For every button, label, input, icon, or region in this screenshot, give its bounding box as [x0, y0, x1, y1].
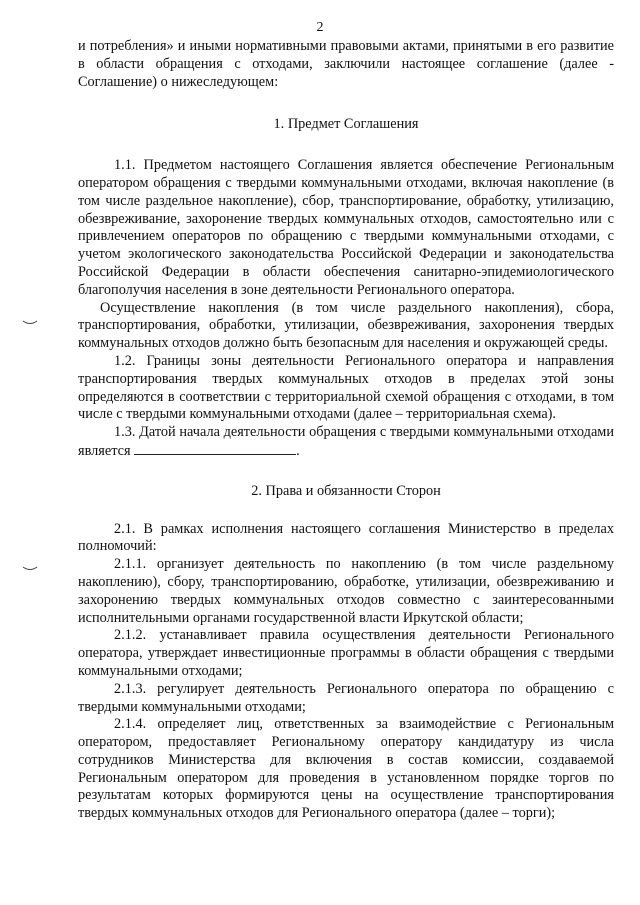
section-1-heading: 1. Предмет Соглашения	[273, 116, 419, 133]
clause-2-1-2: 2.1.2. устанавливает правила осуществления деятельности Регионального оператора, утверждает инвестиционные программы в области обращения с твердыми коммунальными отходами;	[78, 627, 614, 679]
page-number: 2	[316, 20, 324, 35]
clause-1-1-continued: Осуществление накопления (в том числе раздельного накопления), сбора, транспортирования, обработки, утилизации, обезвреживания, захоронения твердых коммунальных отходов должно быть безопасным для населения и окружающей среды.	[78, 299, 614, 352]
clause-2-1-4: 2.1.4. определяет лиц, ответственных за взаимодействие с Региональным оператором, предоставляет Региональному оператору кандидатуру из числа сотрудников Министерства для включения в состав комиссии, создаваемой Региональным оператором для проведения в установленном порядке торгов по результатам которых формируются цены на осуществление транспортирования твердых коммунальных отходов для Регионального оператора (далее – торги);	[78, 716, 614, 822]
document-body	[78, 38, 614, 823]
clause-1-3-text: 1.3. Датой начала деятельности обращения с твердыми коммунальными отходами является	[78, 424, 614, 459]
section-2-heading: 2. Права и обязанности Сторон	[251, 482, 441, 499]
date-blank-line	[134, 442, 296, 455]
clause-2-1-3: 2.1.3. регулирует деятельность Регионального оператора по обращению с твердыми коммунальными отходами;	[78, 680, 614, 715]
clause-1-3-period: .	[296, 442, 300, 459]
margin-mark-icon	[22, 566, 38, 572]
clause-1-2: 1.2. Границы зоны деятельности Регионального оператора и направления транспортирования твердых коммунальных отходов в пределах этой зоны определяются в соответствии с территориальной схемой обращения с отходами, в том числе с твердыми коммунальными отходами (далее – территориальная схема).	[78, 352, 614, 423]
clause-1-1: 1.1. Предметом настоящего Соглашения является обеспечение Региональным оператором обращения с твердыми коммунальными отходами, включая накопление (в том числе раздельное накопление), сбор, транспортирование, обработку, утилизацию, обезвреживание, захоронение твердых коммунальных отходов, самостоятельно или с привлечением операторов по обращению с твердыми коммунальными отходами, с учетом экологического законодательства Российской Федерации и законодательства Российской Федерации в области обеспечения санитарно-эпидемиологического благополучия населения в зоне деятельности Регионального оператора.	[78, 157, 614, 298]
clause-2-1-1: 2.1.1. организует деятельность по накоплению (в том числе раздельному накоплению), сбору, транспортированию, обработке, утилизации, обезвреживанию и захоронению твердых коммунальных отходов совместно с заинтересованными исполнительными органами государственной власти Иркутской области;	[78, 556, 614, 626]
margin-mark-icon	[22, 320, 38, 326]
clause-1-3	[78, 424, 614, 461]
intro-paragraph: и потребления» и иными нормативными правовыми актами, принятыми в его развитие в области обращения с отходами, заключили настоящее соглашение (далее - Соглашение) о нижеследующем:	[78, 38, 614, 90]
clause-2-1: 2.1. В рамках исполнения настоящего соглашения Министерство в пределах полномочий:	[78, 520, 614, 555]
